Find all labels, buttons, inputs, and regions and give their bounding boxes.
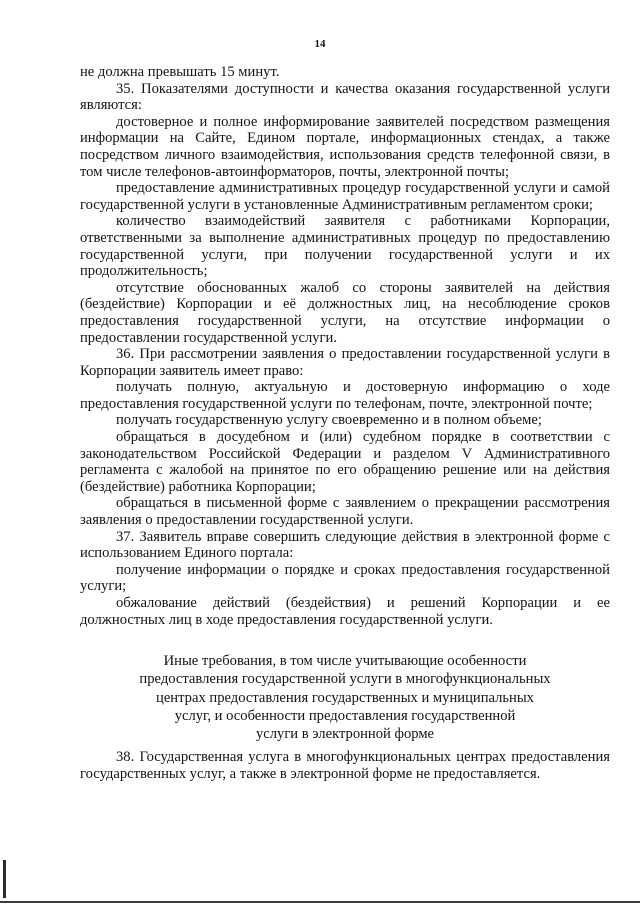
- paragraph: обжалование действий (бездействия) и решений Корпорации и ее должностных лиц в ходе предоставления государственной услуги.: [80, 595, 610, 628]
- section-heading-line: центрах предоставления государственных и муниципальных: [156, 689, 534, 706]
- paragraph-37: 37. Заявитель вправе совершить следующие действия в электронной форме с использованием Единого портала:: [80, 528, 610, 562]
- paragraph: обращаться в письменной форме с заявлением о прекращении рассмотрения заявления о предоставлении государственной услуги.: [80, 495, 610, 529]
- paragraph: отсутствие обоснованных жалоб со стороны заявителей на действия (бездействие) Корпорации и её должностных лиц, на несоблюдение сроков предоставления государственной услуги, на отсутствие информации о предоставлении государственной услуги.: [80, 279, 610, 346]
- paragraph: не должна превышать 15 минут.: [80, 64, 280, 80]
- paragraph: предоставление административных процедур государственной услуги и самой государственной услуги в установленные Административным регламентом сроки;: [80, 180, 610, 213]
- paragraph-38: 38. Государственная услуга в многофункциональных центрах предоставления государственных услуг, а также в электронной форме не предоставляется.: [80, 749, 610, 782]
- section-heading: [80, 652, 610, 743]
- document-body: [80, 64, 610, 782]
- paragraph: количество взаимодействий заявителя с работниками Корпорации, ответственными за выполнение административных процедур по предоставлению государственной услуги, при получении государственной услуги и их продолжительность;: [80, 213, 610, 280]
- paragraph: получать государственную услугу своевременно и в полном объеме;: [116, 412, 542, 429]
- section-heading-line: услуги в электронной форме: [255, 726, 435, 742]
- paragraph: обращаться в досудебном и (или) судебном порядке в соответствии с законодательством Российской Федерации и разделом V Административного регламента с жалобой на принятое по его обращению решение или на действия (бездействие) работника Корпорации;: [80, 429, 610, 495]
- paragraph-35: 35. Показателями доступности и качества оказания государственной услуги являются:: [80, 80, 610, 114]
- paragraph: достоверное и полное информирование заявителей посредством размещения информации на Сайте, Едином портале, информационных стендах, а также посредством личного взаимодействия, использования средств телефонной связи, в том числе телефонов-автоинформаторов, почты, электронной почты;: [80, 113, 610, 180]
- section-heading-line: услуг, и особенности предоставления государственной: [174, 707, 516, 724]
- paragraph: получение информации о порядке и сроках предоставления государственной услуги;: [80, 561, 610, 595]
- section-heading-line: Иные требования, в том числе учитывающие особенности: [163, 653, 527, 670]
- page-number: 14: [314, 38, 326, 50]
- paragraph: получать полную, актуальную и достоверную информацию о ходе предоставления государственной услуги по телефонам, почте, электронной почте;: [80, 379, 610, 412]
- section-heading-line: предоставления государственной услуги в многофункциональных: [139, 671, 551, 688]
- scan-edge-mark: [3, 860, 6, 898]
- scan-edge-line: [0, 901, 640, 903]
- paragraph-36: 36. При рассмотрении заявления о предоставлении государственной услуги в Корпорации заявитель имеет право:: [80, 346, 610, 379]
